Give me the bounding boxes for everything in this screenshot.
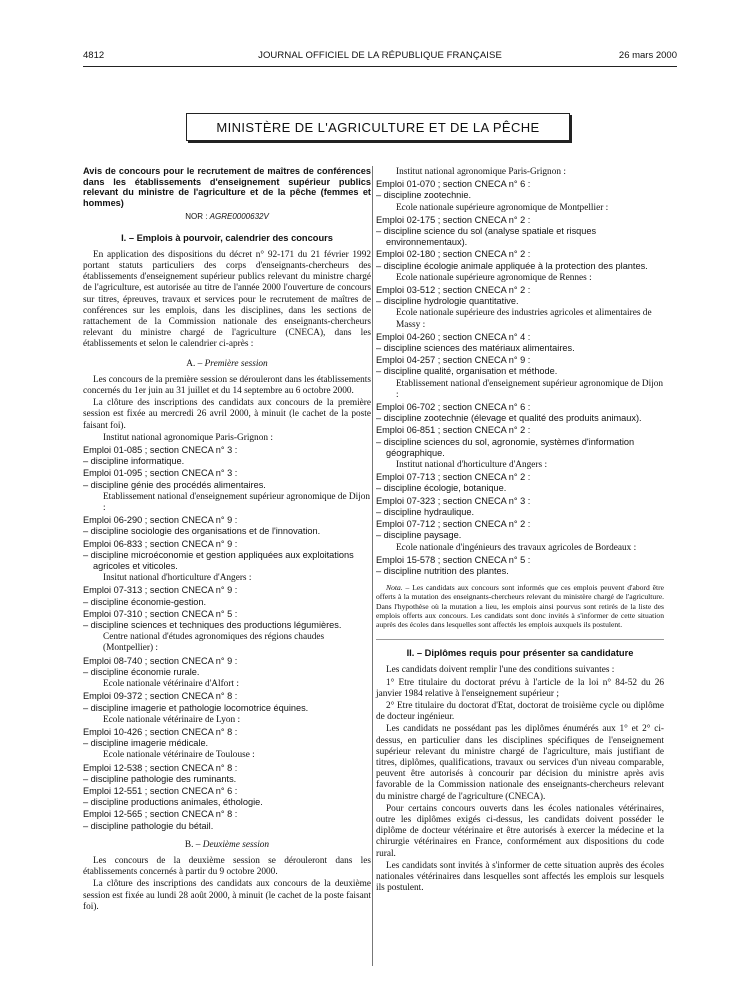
discipline-line: – discipline génie des procédés alimentaires.	[83, 479, 266, 490]
ministry-title: MINISTÈRE DE L'AGRICULTURE ET DE LA PÊCHE	[216, 119, 540, 135]
nota-text: – Les candidats aux concours sont informés que ces emplois peuvent d'abord être offerts à la mutation des enseignants-chercheurs relevant du ministère chargé de l'agriculture. Dans l'hypothèse où la mutation a lieu, les emplois ainsi pourvus sont retirés de la liste des emplois offerts aux concours. Les candidats sont donc invités à s'informer de cette situation auprès des écoles dans lesquelles sont affectés les emplois auxquels ils postulent.	[376, 583, 664, 629]
emploi-line: Emploi 06-851 ; section CNECA n° 2 :	[376, 425, 531, 436]
emploi-line: Emploi 06-833 ; section CNECA n° 9 :	[83, 538, 238, 549]
subsection-b-name: Deuxième session	[202, 839, 270, 850]
establishment-heading: Insitut national d'horticulture d'Angers :	[103, 573, 252, 584]
discipline-line: – discipline hydraulique.	[376, 506, 475, 517]
discipline-line: – discipline nutrition des plantes.	[376, 565, 509, 576]
emploi-line: Emploi 01-095 ; section CNECA n° 3 :	[83, 468, 238, 479]
emploi-line: Emploi 06-290 ; section CNECA n° 9 :	[83, 515, 238, 526]
discipline-line: – discipline écologie, botanique.	[376, 483, 507, 494]
subsection-b-para-2: La clôture des inscriptions des candidats aux concours de la deuxième session est fixée au lundi 28 août 2000, à minuit (le cachet de la poste faisant foi).	[83, 879, 371, 912]
header-rule	[83, 66, 677, 67]
establishment-heading: Ecole nationale supérieure agronomique de Montpellier :	[396, 202, 609, 213]
establishment-heading: Institut national agronomique Paris-Grignon :	[103, 432, 273, 443]
left-emplois-list	[83, 433, 371, 832]
section-2-paragraph: Les candidats doivent remplir l'une des conditions suivantes :	[386, 665, 615, 676]
establishment-heading: Institut national d'horticulture d'Angers :	[396, 460, 548, 471]
left-column	[83, 166, 371, 914]
establishment-heading: Etablissement national d'enseignement supérieur agronomique de Dijon :	[396, 378, 664, 400]
discipline-line: – discipline productions animales, éthologie.	[83, 797, 263, 808]
emploi-line: Emploi 12-551 ; section CNECA n° 6 :	[83, 785, 238, 796]
emploi-line: Emploi 07-323 ; section CNECA n° 3 :	[376, 495, 531, 506]
discipline-line: – discipline science du sol (analyse spatiale et risques environnementaux).	[376, 226, 597, 248]
discipline-line: – discipline imagerie et pathologie locomotrice équines.	[83, 702, 309, 713]
emploi-line: Emploi 15-578 ; section CNECA n° 5 :	[376, 554, 531, 565]
section-2-paragraph: Les candidats ne possédant pas les diplômes énumérés aux 1° et 2° ci-dessus, en particulier dans les disciplines spécifiques de l'enseignement supérieur relevant du ministre chargé de l'agriculture, mais justifiant de titres, diplômes, qualifications, travaux ou services d'un niveau comparable, peuvent être autorisés à concourir par décision du ministre après avis favorable de la Commission nationale des enseignants-chercheurs relevant du ministre chargé de l'agriculture (CNECA).	[376, 724, 664, 802]
discipline-line: – discipline pathologie du bétail.	[83, 820, 214, 831]
subsection-b-para-1: Les concours de la deuxième session se dérouleront dans les établissements concernés à partir du 9 octobre 2000.	[83, 855, 371, 878]
column-separator	[372, 166, 373, 966]
journal-title: JOURNAL OFFICIEL DE LA RÉPUBLIQUE FRANÇAISE	[258, 50, 502, 61]
discipline-line: – discipline microéconomie et gestion appliquées aux exploitations agricoles et viticoles.	[83, 549, 354, 572]
nor-label: NOR :	[185, 212, 208, 222]
emploi-line: Emploi 07-712 ; section CNECA n° 2 :	[376, 519, 531, 530]
discipline-line: – discipline pathologie des ruminants.	[83, 773, 237, 784]
emploi-line: Emploi 07-713 ; section CNECA n° 2 :	[376, 472, 531, 483]
discipline-line: – discipline écologie animale appliquée à la protection des plantes.	[376, 260, 648, 271]
section-1-title: I. – Emplois à pourvoir, calendrier des concours	[121, 232, 333, 243]
section-2-paragraph: Pour certains concours ouverts dans les écoles nationales vétérinaires, outre les diplômes exigés ci-dessus, les candidats doivent posséder le diplôme de docteur vétérinaire et être autorisés à exercer la médecine et la chirurgie vétérinaires en France, conformément aux dispositions du code rural.	[376, 803, 664, 859]
emploi-line: Emploi 03-512 ; section CNECA n° 2 :	[376, 285, 531, 296]
page-header	[83, 50, 677, 64]
issue-date: 26 mars 2000	[618, 50, 677, 61]
right-column	[376, 166, 664, 895]
emploi-line: Emploi 04-257 ; section CNECA n° 9 :	[376, 355, 531, 366]
section-2-title: II. – Diplômes requis pour présenter sa candidature	[406, 648, 634, 659]
discipline-line: – discipline sociologie des organisations et de l'innovation.	[83, 526, 321, 537]
page-number: 4812	[83, 50, 105, 61]
emploi-line: Emploi 12-538 ; section CNECA n° 8 :	[83, 762, 238, 773]
discipline-line: – discipline paysage.	[376, 530, 462, 541]
discipline-line: – discipline sciences et techniques des productions légumières.	[83, 620, 342, 631]
subsection-a-name: Première session	[204, 358, 268, 369]
section-divider	[376, 639, 664, 640]
emploi-line: Emploi 10-426 ; section CNECA n° 8 :	[83, 726, 238, 737]
section-2-body	[376, 665, 664, 894]
nota-block	[376, 583, 664, 629]
establishment-heading: Centre national d'études agronomiques des régions chaudes (Montpellier) :	[103, 632, 325, 654]
section-2-paragraph: 2° Etre titulaire du doctorat d'Etat, doctorat de troisième cycle ou diplôme de docteur ingénieur.	[376, 700, 664, 723]
emploi-line: Emploi 06-702 ; section CNECA n° 6 :	[376, 402, 531, 413]
emploi-line: Emploi 07-310 ; section CNECA n° 5 :	[83, 608, 238, 619]
emploi-line: Emploi 01-070 ; section CNECA n° 6 :	[376, 179, 531, 190]
discipline-line: – discipline économie-gestion.	[83, 596, 207, 607]
discipline-line: – discipline informatique.	[83, 456, 185, 467]
establishment-heading: Ecole nationale d'ingénieurs des travaux agricoles de Bordeaux :	[396, 542, 637, 553]
establishment-heading: Ecole nationale supérieure des industries agricoles et alimentaires de Massy :	[396, 308, 652, 330]
emploi-line: Emploi 02-175 ; section CNECA n° 2 :	[376, 214, 531, 225]
emploi-line: Emploi 04-260 ; section CNECA n° 4 :	[376, 331, 531, 342]
emploi-line: Emploi 07-313 ; section CNECA n° 9 :	[83, 585, 238, 596]
ministry-box	[186, 113, 570, 141]
section-2-paragraph: Les candidats sont invités à s'informer de cette situation auprès des écoles nationales vétérinaires dans lesquelles sont affectés les emplois sur lesquels ils postulent.	[376, 860, 664, 894]
establishment-heading: Ecole nationale vétérinaire de Toulouse :	[103, 750, 255, 761]
establishment-heading: Ecole nationale supérieure agronomique de Rennes :	[396, 272, 592, 283]
section-2-paragraph: 1° Etre titulaire du doctorat prévu à l'article de la loi n° 84-52 du 26 janvier 1984 relative à l'enseignement supérieur ;	[376, 677, 664, 699]
emploi-line: Emploi 08-740 ; section CNECA n° 9 :	[83, 655, 238, 666]
subsection-a-para-2: La clôture des inscriptions des candidats aux concours de la première session est fixée au mercredi 26 avril 2000, à minuit (le cachet de la poste faisant foi).	[83, 398, 371, 431]
emploi-line: Emploi 12-565 ; section CNECA n° 8 :	[83, 809, 238, 820]
discipline-line: – discipline économie rurale.	[83, 666, 200, 677]
discipline-line: – discipline imagerie médicale.	[83, 738, 209, 749]
discipline-line: – discipline sciences des matériaux alimentaires.	[376, 343, 575, 354]
emploi-line: Emploi 09-372 ; section CNECA n° 8 :	[83, 691, 238, 702]
nor-code: AGRE0000632V	[209, 212, 269, 222]
establishment-heading: Ecole nationale vétérinaire d'Alfort :	[103, 679, 239, 690]
right-emplois-list	[376, 167, 664, 577]
discipline-line: – discipline qualité, organisation et méthode.	[376, 366, 558, 377]
nota-label: Nota.	[386, 583, 403, 593]
subsection-a-title	[83, 359, 371, 370]
emploi-line: Emploi 02-180 ; section CNECA n° 2 :	[376, 249, 531, 260]
discipline-line: – discipline zootechnie (élevage et qualité des produits animaux).	[376, 413, 642, 424]
avis-title: Avis de concours pour le recrutement de maîtres de conférences dans les établissements d'enseignement supérieur publics relevant du ministre de l'agriculture et de la pêche (femmes et hommes)	[83, 166, 371, 208]
subsection-a-prefix: A. –	[186, 358, 203, 369]
establishment-heading: Institut national agronomique Paris-Grignon :	[396, 167, 566, 177]
subsection-a-para-1: Les concours de la première session se dérouleront dans les établissements concernés du 1er juin au 31 juillet et du 14 septembre au 6 octobre 2000.	[83, 374, 371, 397]
discipline-line: – discipline hydrologie quantitative.	[376, 296, 519, 307]
discipline-line: – discipline sciences du sol, agronomie, systèmes d'information géographique.	[376, 436, 635, 458]
nor-line	[83, 211, 371, 222]
subsection-b-prefix: B. –	[184, 839, 201, 850]
emploi-line: Emploi 01-085 ; section CNECA n° 3 :	[83, 445, 238, 456]
discipline-line: – discipline zootechnie.	[376, 190, 471, 201]
establishment-heading: Etablissement national d'enseignement supérieur agronomique de Dijon :	[103, 491, 371, 514]
subsection-b-title	[83, 840, 371, 851]
section-1-intro: En application des dispositions du décret n° 92-171 du 21 février 1992 portant statuts particuliers des corps d'enseignants-chercheurs des établissements d'enseignement supérieur publics relevant du ministre chargé de l'agriculture, est autorisée au titre de l'année 2000 l'ouverture de concours sur titres, épreuves, travaux et services pour le recrutement de maîtres de conférences sur les emplois, dans les disciplines, dans les sections de rattachement de la Commission nationale des enseignants-chercheurs relevant du ministre chargé de l'agriculture (CNECA), dans les établissements et selon le calendrier ci-après :	[83, 249, 371, 350]
establishment-heading: Ecole nationale vétérinaire de Lyon :	[103, 714, 241, 725]
